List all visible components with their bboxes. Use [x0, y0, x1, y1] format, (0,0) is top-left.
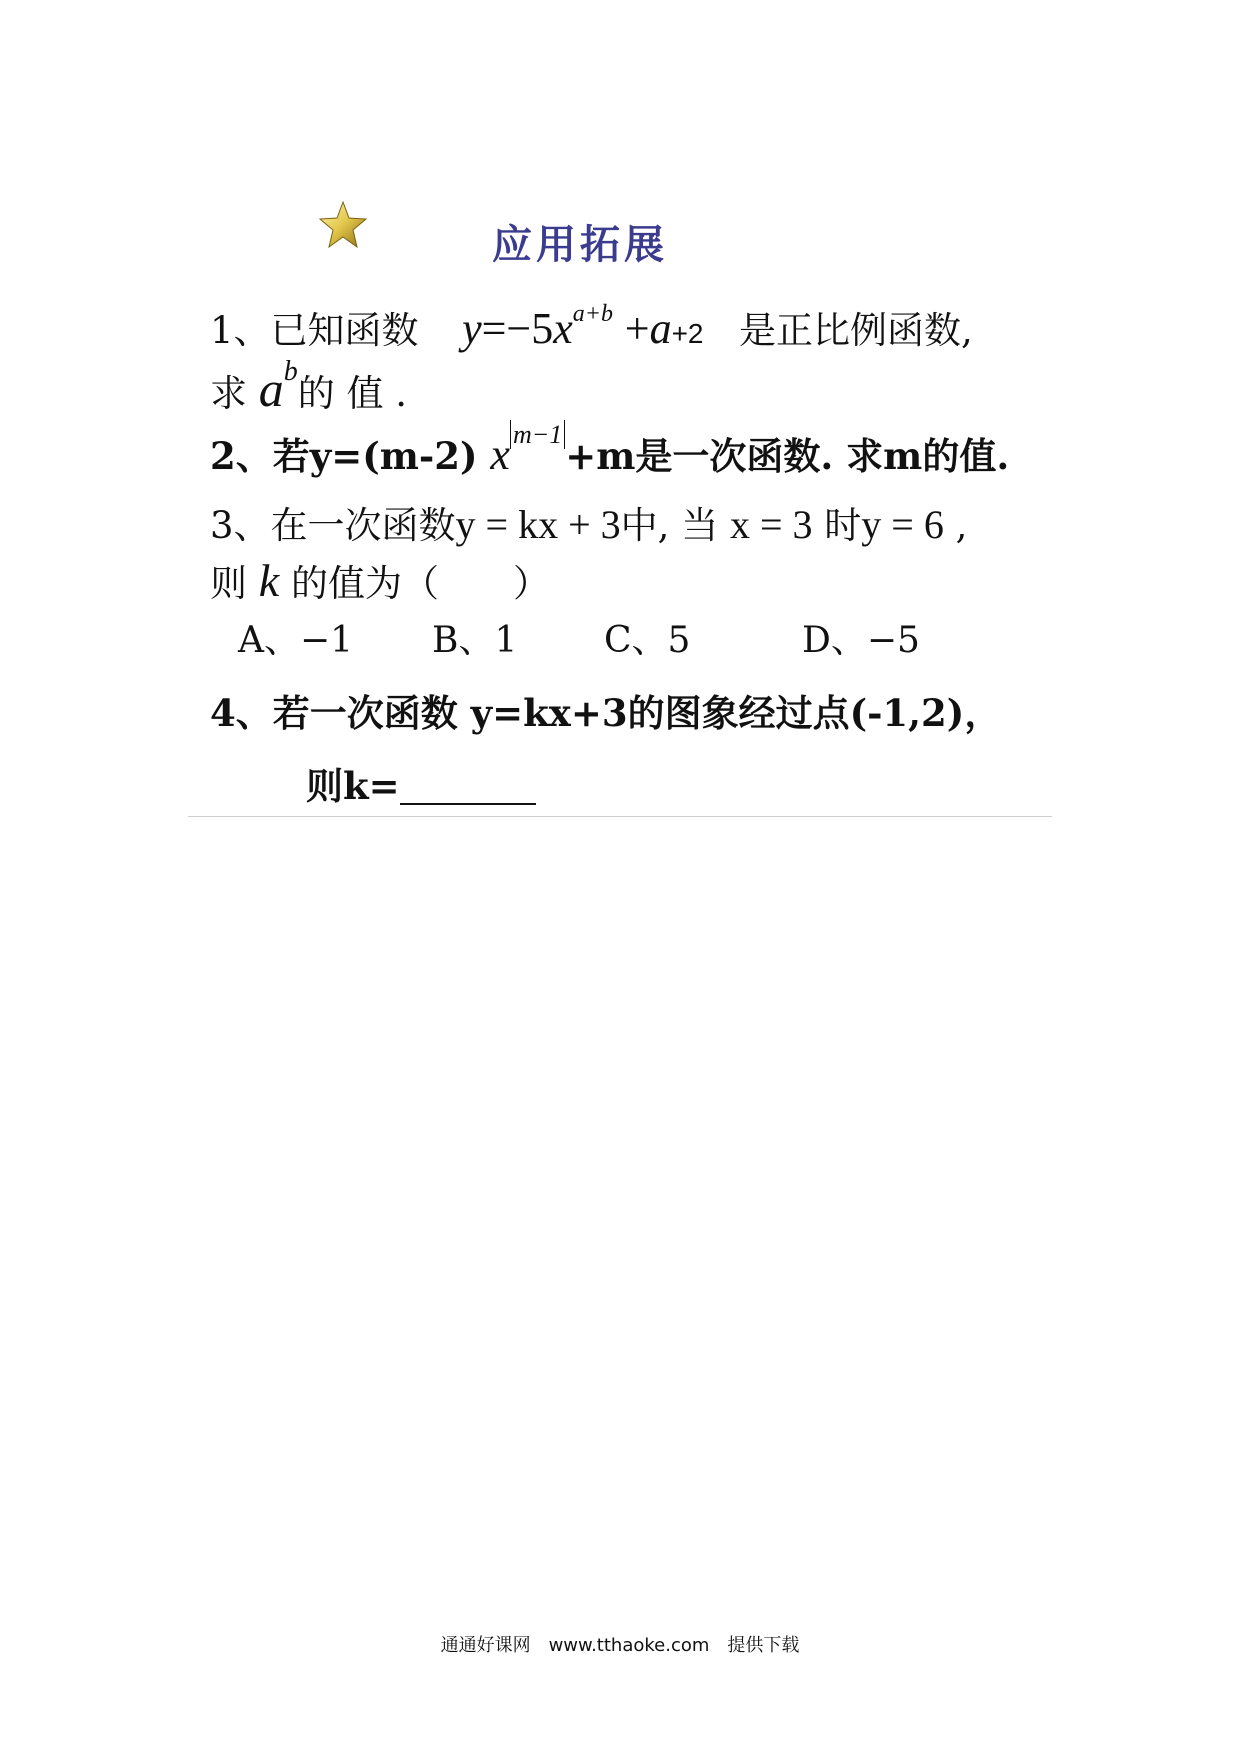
- q3-k: k: [258, 555, 280, 606]
- q1-power-base: a: [258, 361, 284, 417]
- question-4-line-2: [306, 756, 536, 810]
- question-3-line-2: [210, 553, 550, 607]
- question-3-text-2: 中, 当: [620, 504, 719, 547]
- question-4-text: 若一次函数 y=kx+3的图象经过点(-1,2)，: [272, 691, 1002, 735]
- question-1-text: 已知函数: [270, 309, 419, 352]
- question-4-line-1: [210, 683, 1001, 737]
- page-title: 应用拓展: [492, 222, 668, 268]
- gold-star-icon: [318, 200, 368, 250]
- question-4-answer-prompt: 则k=: [306, 764, 400, 808]
- q1-eq-tail: +2: [671, 318, 704, 349]
- footer-text: 通通好课网 www.tthaoke.com 提供下载: [440, 1635, 800, 1656]
- q1-eq-coef: =−5: [481, 304, 554, 353]
- question-1-ask: 求: [210, 372, 247, 415]
- q1-power-exponent: b: [283, 356, 298, 387]
- q1-eq-exponent: a+b: [572, 301, 613, 327]
- option-c: C、5: [604, 620, 691, 661]
- question-3-then: 则: [210, 562, 247, 605]
- question-3-line-1: [210, 495, 967, 549]
- question-3-comma: ,: [955, 504, 968, 547]
- question-2-number: 2、: [210, 434, 273, 478]
- q2-eq-exponent: m−1: [510, 420, 565, 449]
- q2-eq-x: x: [490, 430, 510, 479]
- question-2: [210, 420, 1009, 480]
- q3-eq-x: x = 3: [729, 502, 813, 547]
- question-1-line-1: [210, 300, 973, 354]
- question-3-ask: 的值为（ ）: [290, 562, 550, 605]
- question-1-ask-tail: 的 值 .: [297, 372, 408, 415]
- question-2-pre: 若y=(m-2): [272, 434, 478, 478]
- question-3-number: 3、: [210, 504, 271, 547]
- option-d: D、−5: [802, 620, 920, 661]
- q1-eq-y: y: [462, 304, 482, 353]
- question-4-number: 4、: [210, 691, 273, 735]
- option-b: B、1: [432, 620, 518, 661]
- q1-eq-plus: +: [624, 304, 650, 353]
- question-1-number: 1、: [210, 309, 271, 352]
- question-3-text-3: 时: [824, 504, 862, 547]
- q3-eq-y: y = 6: [861, 502, 944, 547]
- question-1-line-2: [210, 356, 407, 418]
- answer-blank: [400, 767, 536, 805]
- question-3-text-1: 在一次函数: [270, 504, 456, 547]
- q1-eq-x: x: [553, 304, 573, 353]
- question-2-post: +m是一次函数. 求m的值.: [565, 434, 1010, 478]
- divider: [188, 816, 1052, 817]
- question-3-options: [238, 612, 920, 663]
- q1-eq-a: a: [649, 304, 672, 353]
- question-1-text-2: 是正比例函数,: [739, 309, 973, 352]
- option-a: A、−1: [238, 620, 354, 661]
- q3-eq-function: y = kx + 3: [455, 502, 621, 547]
